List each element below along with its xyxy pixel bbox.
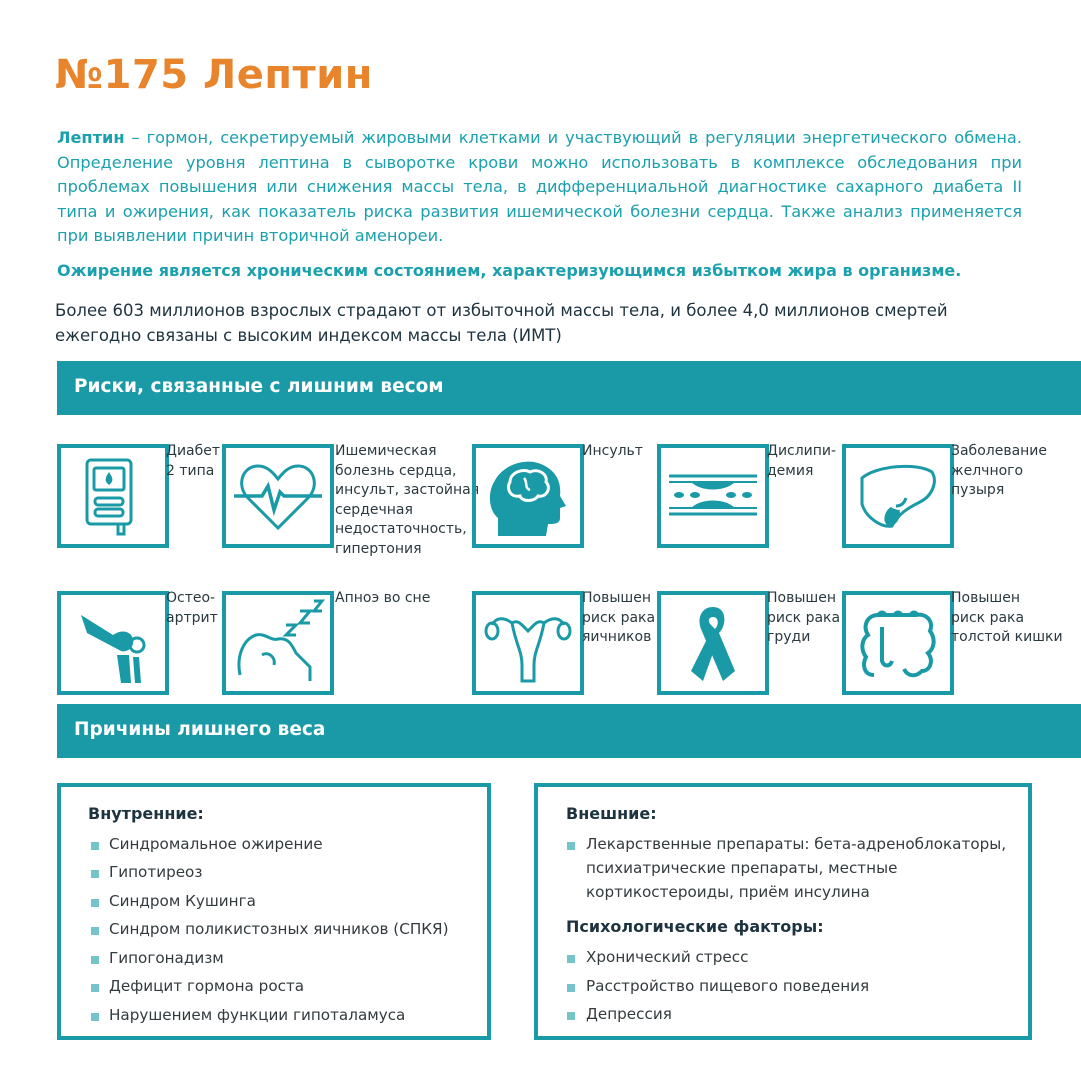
external-heading: Внешние: <box>566 804 657 823</box>
stats-line-2: ежегодно связаны с высоким индексом массы тела (ИМТ) <box>55 325 562 345</box>
page-title: №175 Лептин <box>55 52 373 98</box>
intro-term: Лептин <box>57 128 125 147</box>
obesity-statement: Ожирение является хроническим состоянием, характеризующимся избытком жира в организме. <box>57 261 962 280</box>
risk-label-ovarian: Повышен риск рака яичников <box>582 590 656 645</box>
uterus-ovaries-icon <box>472 591 584 695</box>
internal-item: Синдром Кушинга <box>109 892 256 910</box>
risk-label-ischemic: Ишемическая болезнь сердца, инсульт, застойная сердечная недостаточность, гипертония <box>335 443 480 557</box>
internal-item: Гипогонадизм <box>109 949 224 967</box>
psych-heading: Психологические факторы: <box>566 917 824 936</box>
psych-item: Хронический стресс <box>586 948 749 966</box>
artery-plaque-icon <box>657 444 769 548</box>
stats-paragraph <box>55 299 1055 348</box>
internal-item: Синдром поликистозных яичников (СПКЯ) <box>109 920 449 938</box>
psych-item: Расстройство пищевого поведения <box>586 977 870 995</box>
psych-item: Депрессия <box>586 1005 672 1023</box>
risk-label-colon: Повышен риск рака толстой кишки <box>951 590 1063 645</box>
risk-label-osteoarthritis: Остео- артрит <box>166 590 218 626</box>
internal-item: Дефицит гормона роста <box>109 977 305 995</box>
liver-gallbladder-icon <box>842 444 954 548</box>
risks-heading-band <box>57 361 1081 415</box>
glucometer-icon <box>57 444 169 548</box>
risk-label-stroke: Инсульт <box>582 443 643 459</box>
external-item: Лекарственные препараты: бета-адреноблокаторы, психиатрические препараты, местные кортикостероиды, приём инсулина <box>586 835 1007 901</box>
internal-item: Синдромальное ожирение <box>109 835 323 853</box>
internal-causes-box <box>57 783 491 1040</box>
internal-item: Гипотиреоз <box>109 863 203 881</box>
risk-label-dyslipidemia: Дислипи- демия <box>767 443 837 479</box>
risk-label-diabetes: Диабет 2 типа <box>166 443 221 479</box>
awareness-ribbon-icon <box>657 591 769 695</box>
risk-label-gallbladder: Заболевание желчного пузыря <box>951 443 1048 498</box>
risk-label-apnea: Апноэ во сне <box>335 590 431 606</box>
risks-heading: Риски, связанные с лишним весом <box>74 376 444 397</box>
external-causes-box <box>534 783 1032 1040</box>
internal-heading: Внутренние: <box>88 804 204 823</box>
causes-heading-band <box>57 704 1081 758</box>
intro-text: – гормон, секретируемый жировыми клетками и участвующий в регуляции энергетического обмена. Определение уровня лептина в сыворотке крови можно использовать в комплексе обследования при проблемах повышения или снижения массы тела, в дифференциальной диагностике сахарного диабета II типа и ожирения, как показатель риска развития ишемической болезни сердца. Также анализ применяется при выявлении причин вторичной аменореи. <box>57 128 1022 245</box>
stats-line-1: Более 603 миллионов взрослых страдают от избыточной массы тела, и более 4,0 миллионов смертей <box>55 301 948 320</box>
internal-item: Нарушением функции гипоталамуса <box>109 1006 406 1024</box>
heart-pulse-icon <box>222 444 334 548</box>
risk-label-breast: Повышен риск рака груди <box>767 590 841 645</box>
colon-icon <box>842 591 954 695</box>
sleep-apnea-icon <box>222 591 334 695</box>
knee-joint-icon <box>57 591 169 695</box>
intro-paragraph <box>57 126 1022 249</box>
brain-head-icon <box>472 444 584 548</box>
causes-heading: Причины лишнего веса <box>74 719 326 740</box>
